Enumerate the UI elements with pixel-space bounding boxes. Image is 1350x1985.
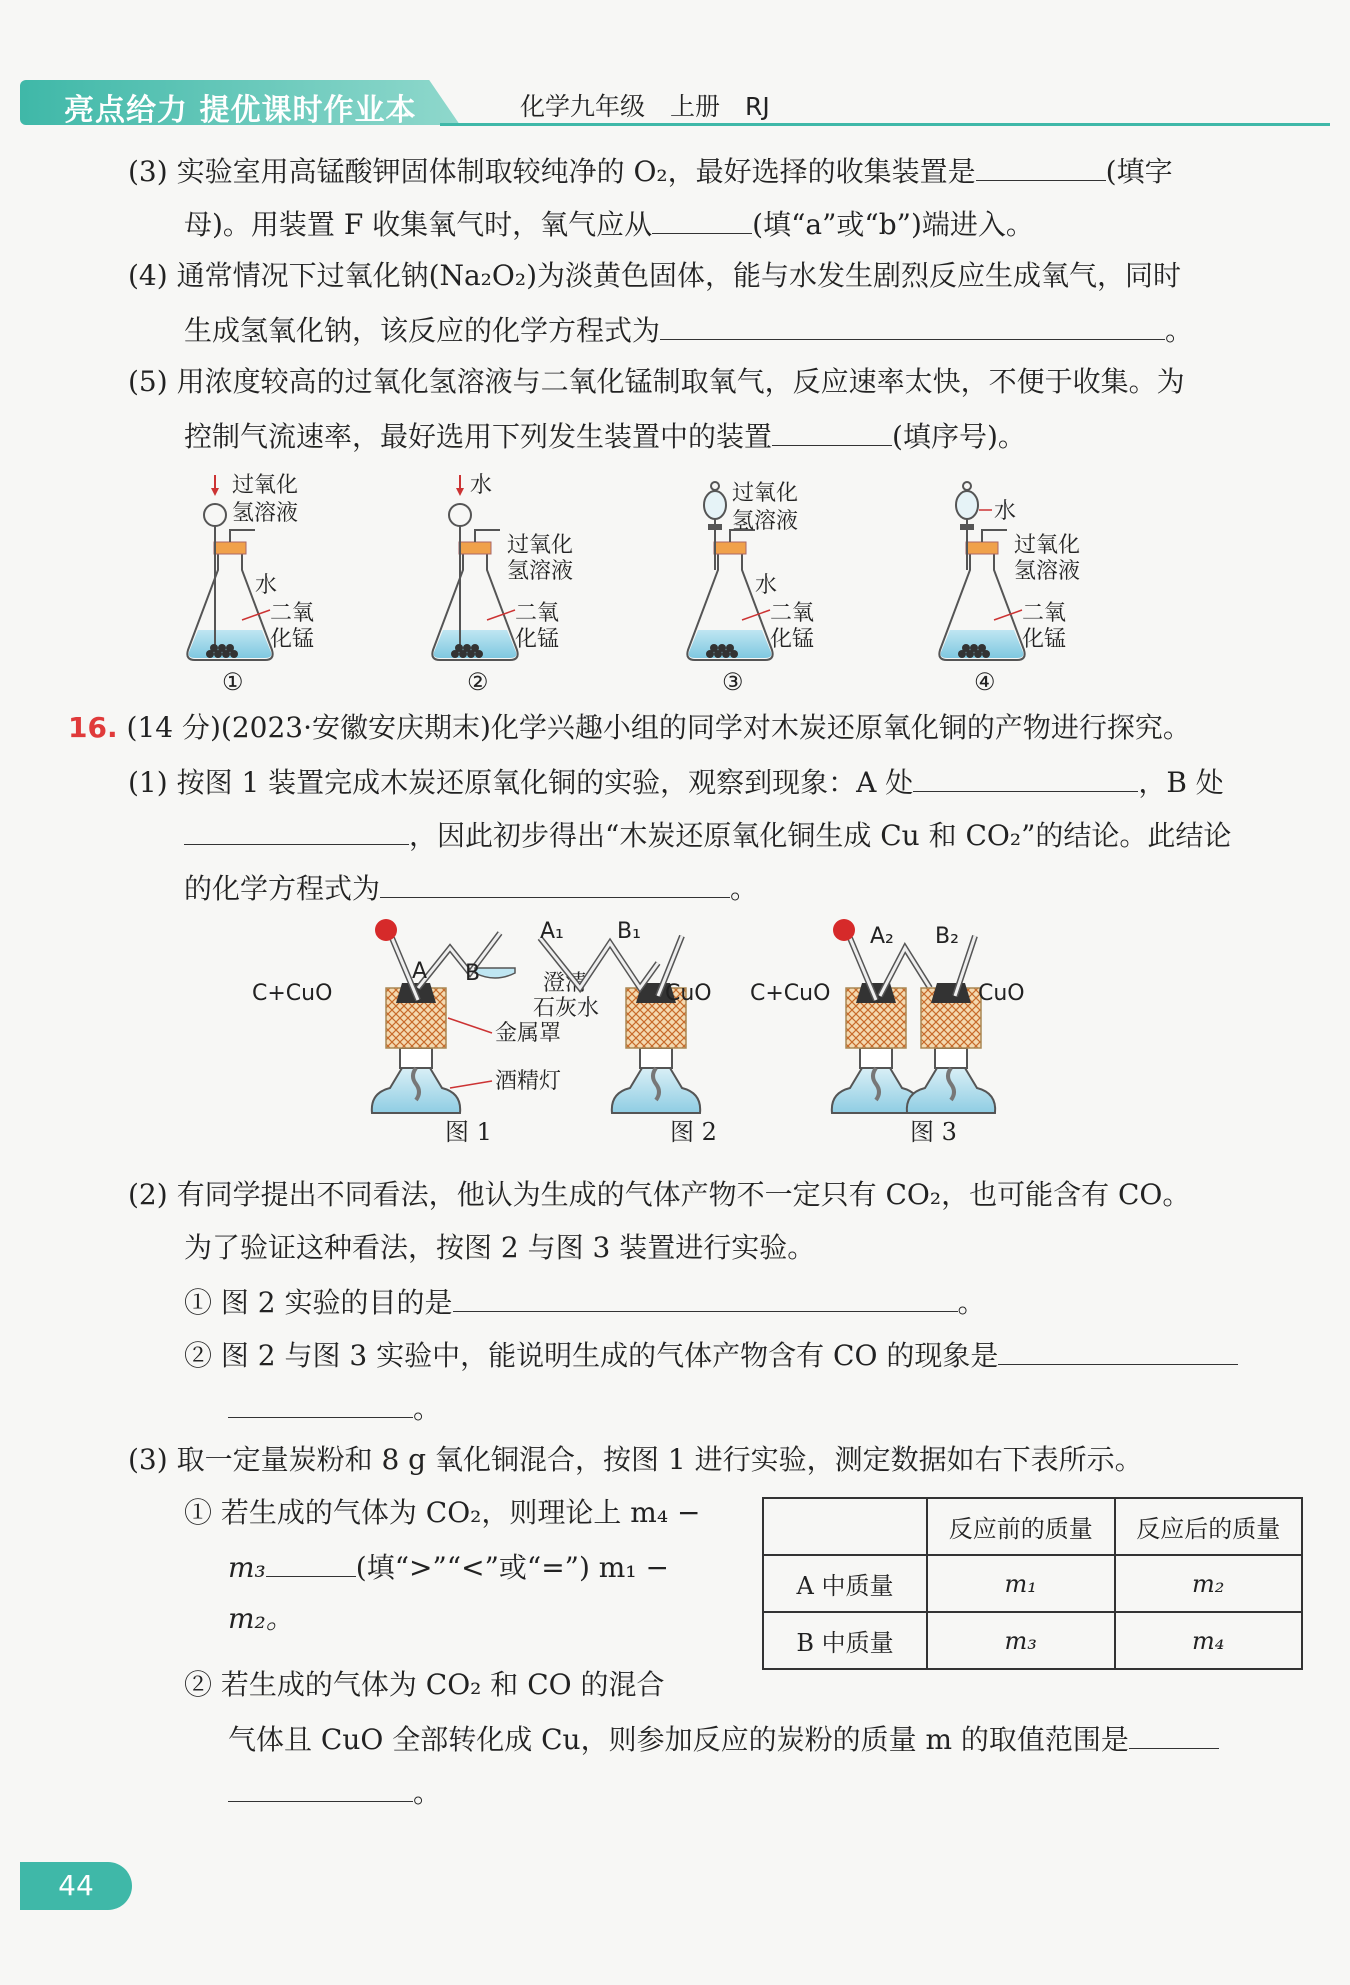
apparatus-label: ④ [974,668,996,696]
figure-3 [750,919,1025,1146]
label-b: B [465,961,481,986]
q16-p3-sub1-line1: ① 若生成的气体为 CO₂，则理论上 m₄ − [184,1496,701,1529]
reduction-apparatus-figures [252,918,1160,1148]
apparatus-label: ② [467,668,489,696]
answer-blank[interactable] [913,761,1138,792]
table-header-row [763,1498,1302,1555]
answer-blank[interactable] [266,1546,356,1577]
q15-p3-text-end: (填字 [1105,155,1173,188]
q16-p3-sub2-line2 [228,1718,1219,1760]
label-top: 过氧化 [232,473,299,498]
q16-p2-s1-text: ① 图 2 实验的目的是 [184,1286,453,1319]
label-mno2-a: 二氧 [270,601,315,626]
label-a1: A₁ [540,919,564,944]
q16-p2-line2: 为了验证这种看法，按图 2 与图 3 装置进行实验。 [184,1231,816,1264]
answer-blank[interactable] [772,415,892,446]
label-b2: B₂ [935,924,959,949]
label-alcohol-lamp: 酒精灯 [495,1069,562,1094]
q15-p4-line1: (4) 通常情况下过氧化钠(Na₂O₂)为淡黄色固体，能与水发生剧烈反应生成氧气，同时 [128,259,1182,292]
answer-blank[interactable] [228,1771,413,1802]
figure-1 [252,919,599,1146]
q15-p5-line1: (5) 用浓度较高的过氧化氢溶液与二氧化锰制取氧气，反应速率太快，不便于收集。为 [128,365,1185,398]
q16-p1-line3 [184,867,758,909]
apparatus-4 [939,482,1080,696]
var-m2: m₂。 [228,1602,294,1635]
apparatus-label: ③ [722,668,744,696]
apparatus-2 [432,473,573,696]
q16-p2-sub1 [184,1281,986,1323]
label-mno2-a: 二氧 [770,601,815,626]
label-water: 水 [255,573,278,598]
q16-p3-s1-text: (填“>”“<”或“=”) m₁ − [355,1551,669,1584]
label-limewater-a: 澄清 [543,971,588,996]
series-title: 亮点给力 提优课时作业本 [64,93,417,128]
label-b1: B₁ [617,919,641,944]
page-number: 44 [20,1862,132,1910]
apparatus-3 [687,481,814,696]
subject-title: 化学九年级 上册 RJ [520,92,770,121]
table-row [763,1555,1302,1612]
q16-p2-s2-end: 。 [413,1392,442,1425]
label-water: 水 [755,573,778,598]
table-cell: m₄ [1115,1612,1303,1669]
q15-p4-text-end: 。 [1165,314,1194,347]
label-reactants: C+CuO [750,981,831,1006]
figure-caption: 图 3 [910,1118,957,1146]
answer-blank[interactable] [998,1334,1238,1365]
q15-p5-text-end: (填序号)。 [892,420,1026,453]
figure-caption: 图 2 [670,1118,717,1146]
figure-caption: 图 1 [445,1118,492,1146]
label-top2: 氢溶液 [732,509,799,534]
generator-apparatus-figure [170,470,1081,696]
table-header-cell: 反应前的质量 [927,1498,1115,1555]
q16-p2-s2-text: ② 图 2 与图 3 实验中，能说明生成的气体产物含有 CO 的现象是 [184,1339,999,1372]
q16-p3-s2-text: 气体且 CuO 全部转化成 Cu，则参加反应的炭粉的质量 m 的取值范围是 [228,1723,1129,1756]
q16-p1-text-end: ，B 处 [1138,766,1224,799]
q15-p4-line2 [184,309,1193,351]
mass-data-table [762,1497,1303,1670]
q16-p1-text: (1) 按图 1 装置完成木炭还原氧化铜的实验，观察到现象：A 处 [128,766,914,799]
label-a2: A₂ [870,924,894,949]
table-header-cell [763,1498,927,1555]
label-cuo: CuO [665,981,712,1006]
label-metal-cover: 金属罩 [495,1021,562,1046]
table-header-cell: 反应后的质量 [1115,1498,1303,1555]
label-top: 过氧化 [732,481,799,506]
q16-p2-s1-end: 。 [957,1286,986,1319]
q15-p3-text: (3) 实验室用高锰酸钾固体制取较纯净的 O₂，最好选择的收集装置是 [128,155,976,188]
table-cell: B 中质量 [763,1612,927,1669]
var-m3: m₃ [228,1551,266,1584]
answer-blank[interactable] [1129,1718,1219,1749]
label-mno2-a: 二氧 [515,601,560,626]
label-top2: 氢溶液 [232,501,299,526]
q16-p3-s2-end: 。 [413,1776,442,1809]
page-header [20,75,1310,128]
q16-p3-sub2-line1: ② 若生成的气体为 CO₂ 和 CO 的混合 [184,1668,665,1701]
q15-p5-text: 控制气流速率，最好选用下列发生装置中的装置 [184,420,773,453]
q16-p3-sub2-line3 [228,1771,441,1813]
label-reactants: C+CuO [252,981,333,1006]
answer-blank[interactable] [228,1387,413,1418]
q16-p3-sub1-line2 [228,1546,669,1588]
label-mno2-b: 化锰 [270,627,315,652]
answer-blank[interactable] [453,1281,958,1312]
table-cell: A 中质量 [763,1555,927,1612]
label-top: 水 [994,499,1017,524]
label-h2o2-a: 过氧化 [507,533,574,558]
answer-blank[interactable] [976,150,1106,181]
table-cell: m₂ [1115,1555,1303,1612]
label-limewater-b: 石灰水 [533,996,600,1021]
q16-p1-line2 [184,814,1231,856]
q16-p1-line1 [128,761,1224,803]
q16-p3-sub1-line3 [228,1599,294,1639]
question-number: 16. [68,711,118,744]
label-h2o2-b: 氢溶液 [1014,559,1081,584]
answer-blank[interactable] [660,309,1165,340]
q16-p2-sub2 [184,1334,1238,1376]
q16-intro: (14 分)(2023·安徽安庆期末)化学兴趣小组的同学对木炭还原氧化铜的产物进行探究。 [126,711,1191,744]
q15-p3-line1 [128,150,1173,192]
label-mno2-a: 二氧 [1022,601,1067,626]
label-mno2-b: 化锰 [515,627,560,652]
q15-p3-text2-end: (填“a”或“b”)端进入。 [752,208,1034,241]
q16-p1-text3: 的化学方程式为 [184,872,381,905]
q15-p3-line2 [184,203,1034,245]
table-cell: m₃ [927,1612,1115,1669]
label-mno2-b: 化锰 [1022,627,1067,652]
label-top: 水 [470,473,493,498]
q16-p3-line1: (3) 取一定量炭粉和 8 g 氧化铜混合，按图 1 进行实验，测定数据如右下表所示。 [128,1443,1143,1476]
answer-blank[interactable] [652,203,752,234]
q16-p1-text3-end: 。 [730,872,759,905]
q15-p3-text2: 母)。用装置 F 收集氧气时，氧气应从 [184,208,653,241]
q16-p2-sub2-cont [228,1387,441,1429]
answer-blank[interactable] [380,867,730,898]
label-mno2-b: 化锰 [770,627,815,652]
header-rule [440,123,1330,126]
q16-intro-line [68,708,1191,748]
label-a: A [412,959,428,984]
q16-p2-line1: (2) 有同学提出不同看法，他认为生成的气体产物不一定只有 CO₂，也可能含有 CO。 [128,1178,1191,1211]
apparatus-1 [187,473,314,696]
label-h2o2-b: 氢溶液 [507,559,574,584]
table-row [763,1612,1302,1669]
label-h2o2-a: 过氧化 [1014,533,1081,558]
q15-p5-line2 [184,415,1026,457]
q16-p1-text2: ，因此初步得出“木炭还原氧化铜生成 Cu 和 CO₂”的结论。此结论 [409,819,1232,852]
answer-blank[interactable] [184,814,409,845]
apparatus-label: ① [222,668,244,696]
q15-p4-text: 生成氢氧化钠，该反应的化学方程式为 [184,314,661,347]
table-cell: m₁ [927,1555,1115,1612]
figure-2 [540,919,717,1146]
label-cuo: CuO [978,981,1025,1006]
